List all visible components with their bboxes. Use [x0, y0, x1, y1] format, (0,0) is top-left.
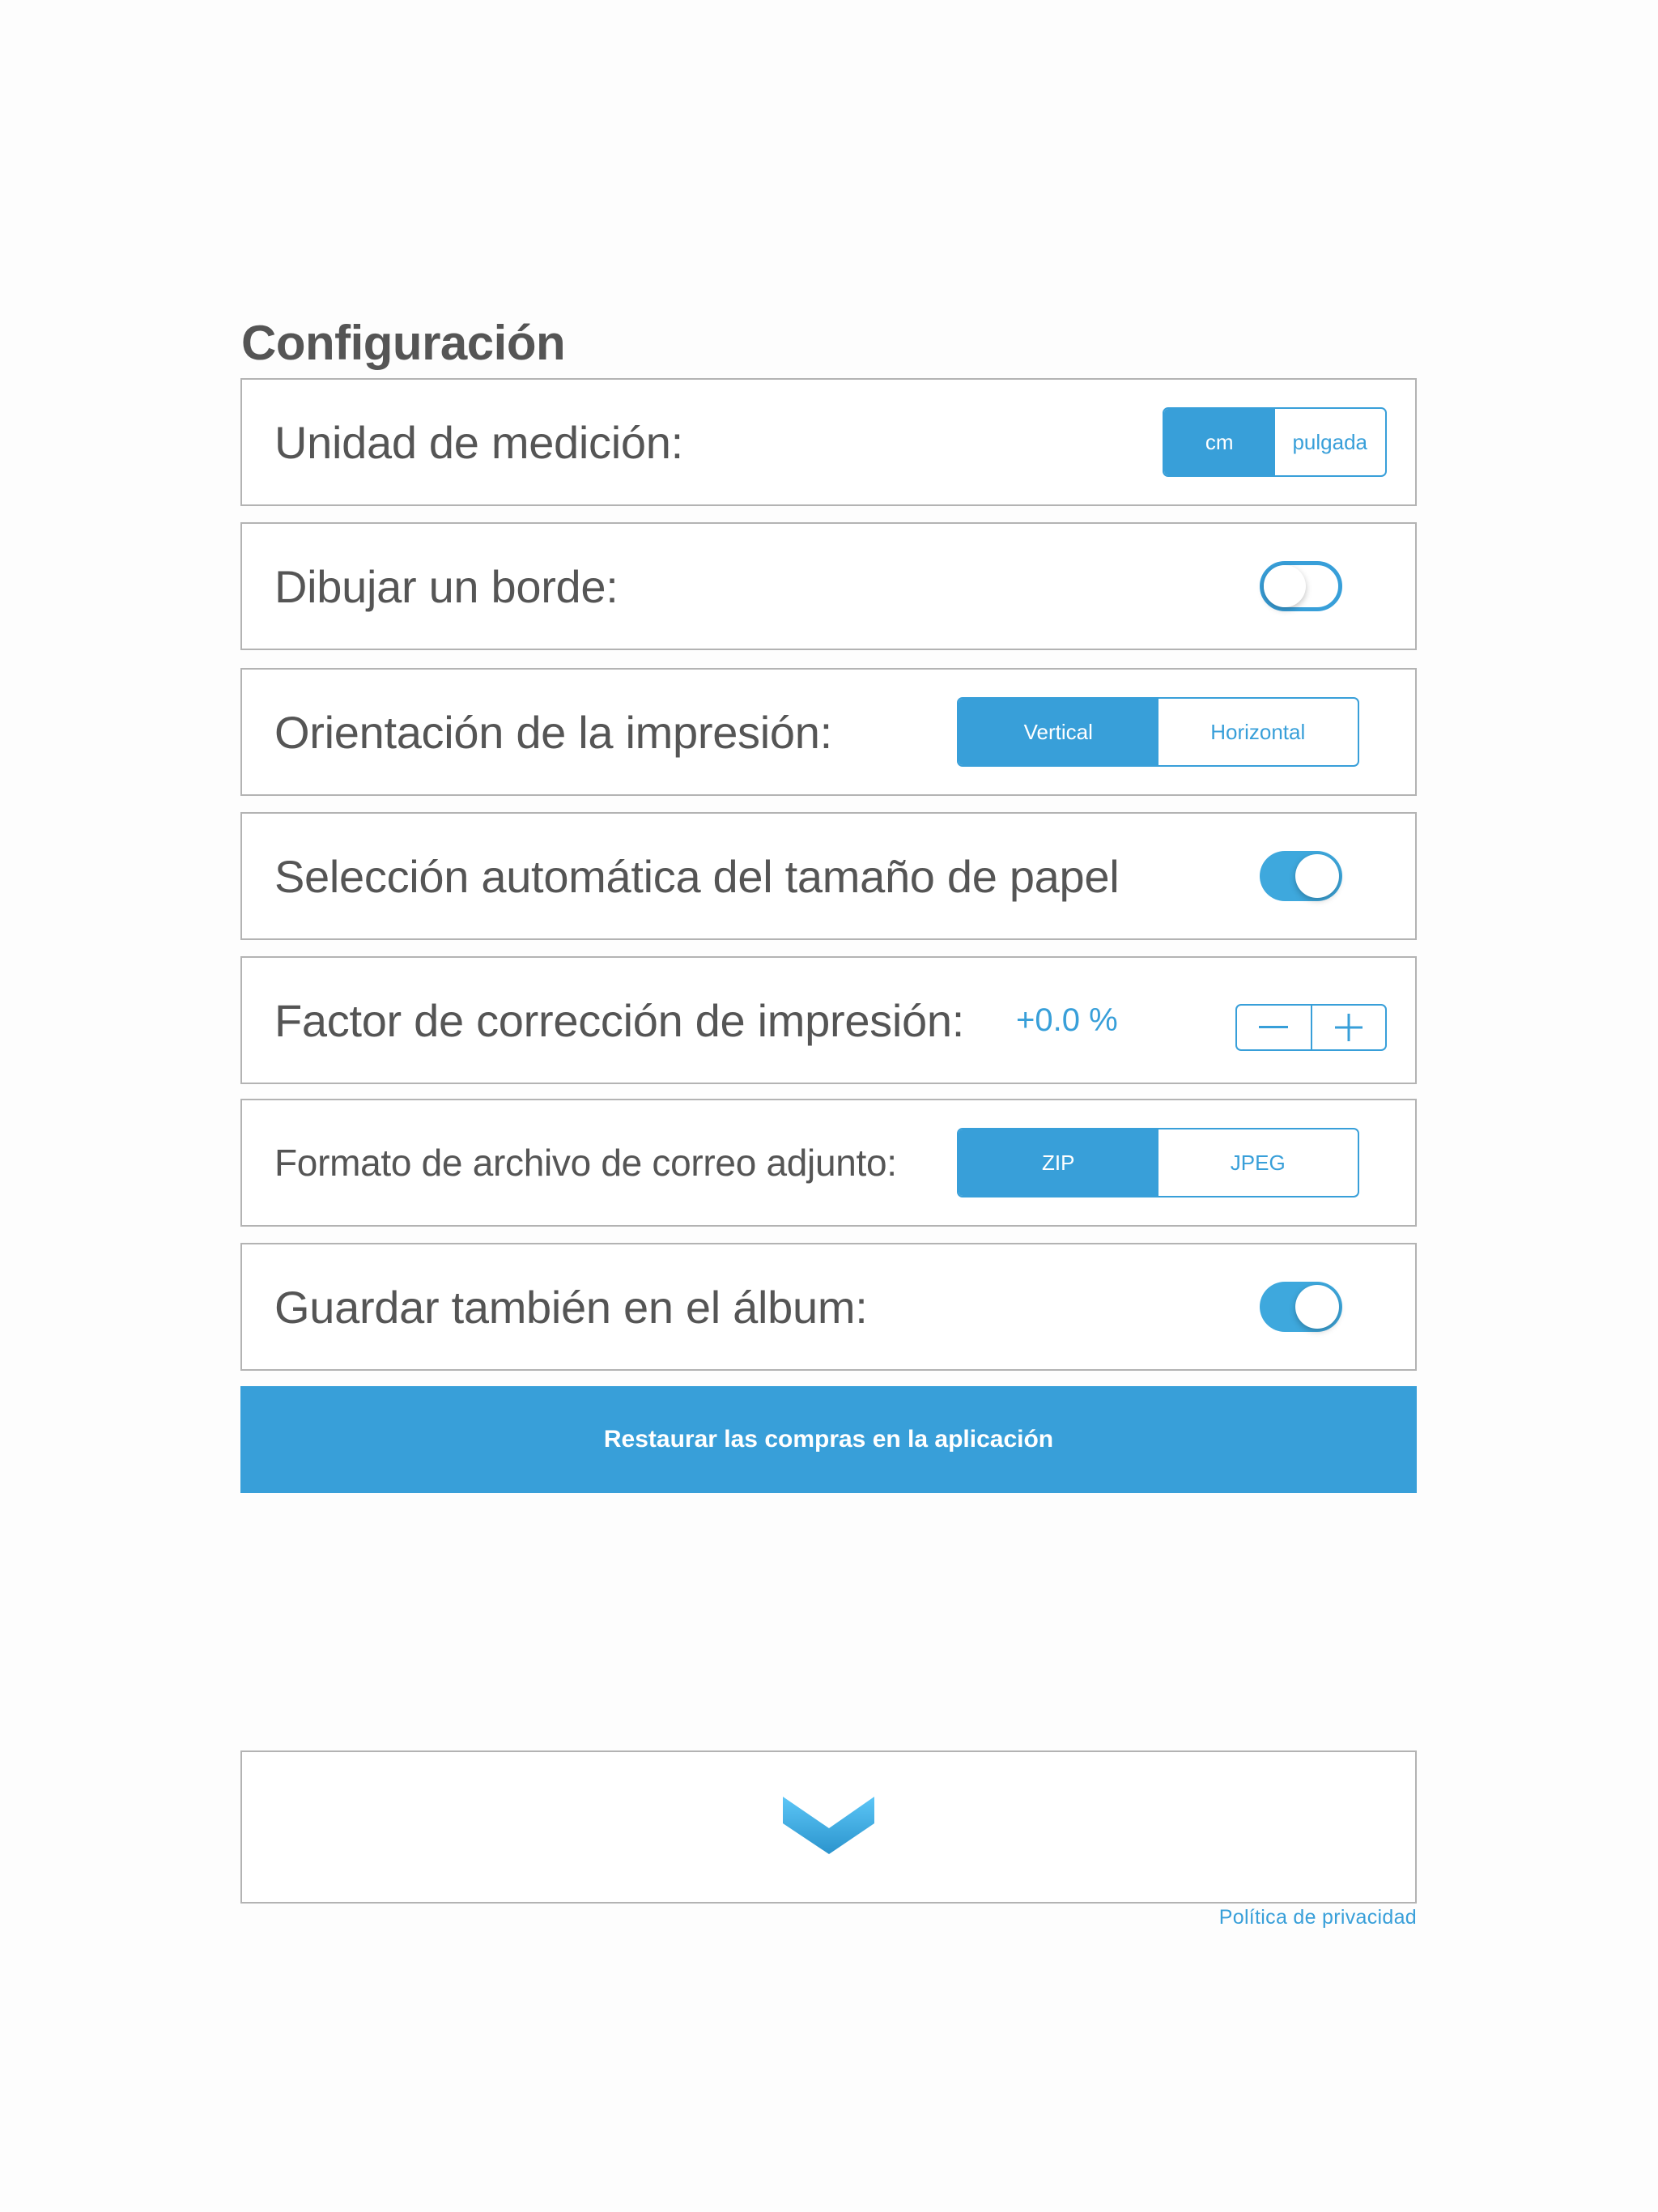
orientation-option-vertical[interactable]: Vertical — [959, 699, 1158, 765]
auto-paper-label: Selección automática del tamaño de papel — [274, 850, 1120, 902]
plus-icon — [1335, 1014, 1363, 1041]
chevron-down-icon[interactable] — [783, 1797, 876, 1856]
setting-unit-row — [240, 378, 1417, 506]
unit-label: Unidad de medición: — [274, 416, 683, 468]
setting-correction-row — [240, 956, 1417, 1084]
privacy-policy-link[interactable]: Política de privacidad — [1218, 1906, 1417, 1929]
expand-panel — [240, 1750, 1417, 1904]
attachment-format-label: Formato de archivo de correo adjunto: — [274, 1142, 897, 1184]
border-toggle[interactable] — [1260, 561, 1342, 611]
minus-icon — [1259, 1026, 1288, 1029]
toggle-knob — [1264, 565, 1306, 607]
unit-option-inch[interactable]: pulgada — [1292, 429, 1368, 454]
auto-paper-toggle[interactable] — [1260, 851, 1342, 901]
setting-attachment-format-row — [240, 1099, 1417, 1227]
save-album-toggle[interactable] — [1260, 1282, 1342, 1332]
unit-option-cm[interactable]: cm — [1164, 409, 1275, 475]
setting-orientation-row — [240, 668, 1417, 796]
orientation-segmented-control — [957, 697, 1359, 767]
toggle-knob — [1295, 854, 1339, 898]
save-album-label: Guardar también en el álbum: — [274, 1281, 868, 1333]
setting-border-row — [240, 522, 1417, 650]
restore-purchases-button[interactable]: Restaurar las compras en la aplicación — [240, 1386, 1417, 1493]
correction-label: Factor de corrección de impresión: — [274, 994, 964, 1046]
page-title: Configuración — [241, 316, 566, 370]
unit-segmented-control — [1163, 407, 1387, 477]
attachment-format-segmented-control — [957, 1128, 1359, 1197]
setting-save-album-row — [240, 1243, 1417, 1371]
orientation-label: Orientación de la impresión: — [274, 706, 832, 758]
setting-auto-paper-row — [240, 812, 1417, 940]
toggle-knob — [1295, 1285, 1339, 1329]
format-option-jpeg[interactable]: JPEG — [1230, 1150, 1286, 1175]
border-label: Dibujar un borde: — [274, 560, 619, 612]
orientation-option-horizontal[interactable]: Horizontal — [1210, 719, 1306, 744]
increment-button[interactable] — [1311, 1006, 1386, 1049]
decrement-button[interactable] — [1237, 1006, 1311, 1049]
correction-value: +0.0 % — [1016, 1002, 1118, 1038]
format-option-zip[interactable]: ZIP — [959, 1129, 1158, 1196]
correction-stepper — [1235, 1004, 1387, 1051]
